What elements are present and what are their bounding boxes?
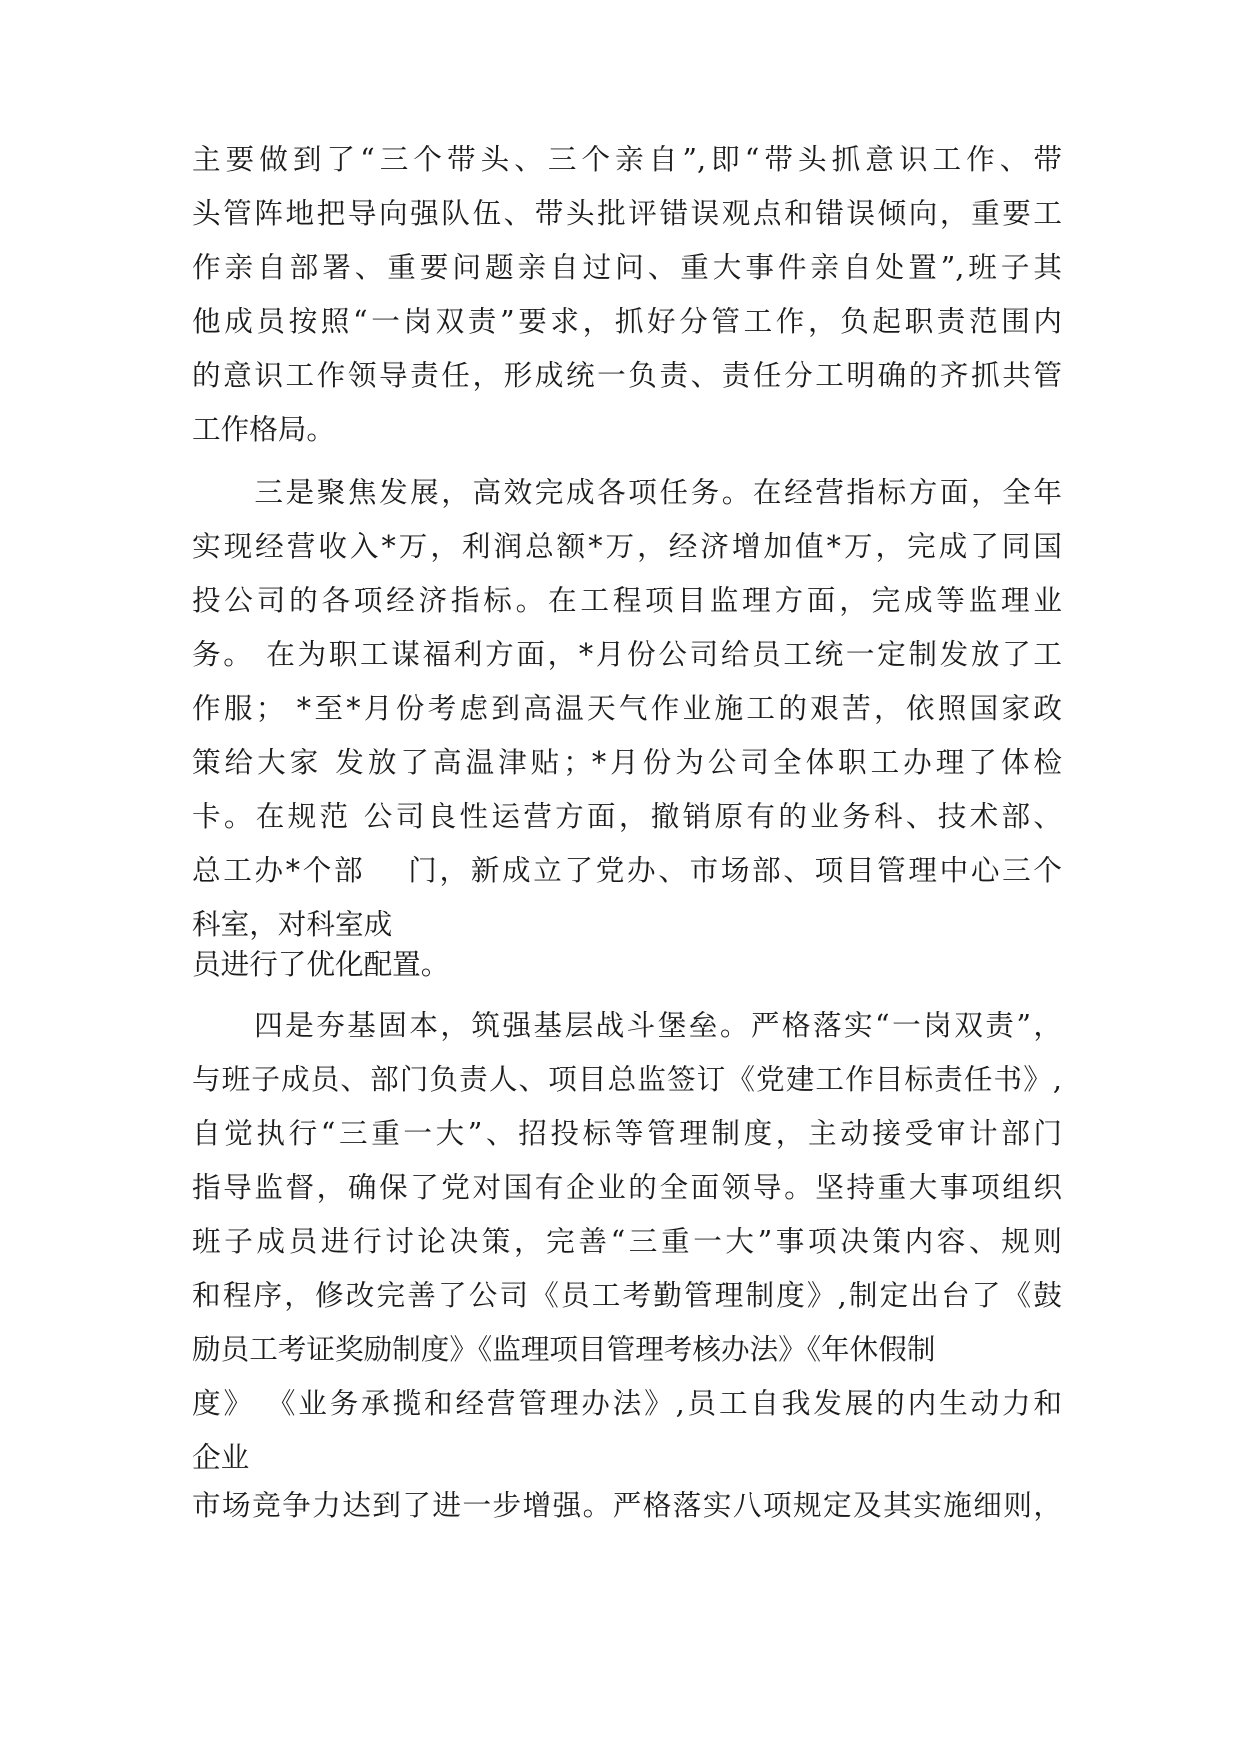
paragraph-2-line-1: 三是聚焦发展，高效完成各项任务。在经营指标方面，全年 bbox=[192, 475, 1062, 509]
paragraph-1-line-5: 的意识工作领导责任，形成统一负责、责任分工明确的齐抓共管 bbox=[192, 358, 1062, 392]
paragraph-2-line-10: 员进行了优化配置。 bbox=[192, 947, 450, 981]
paragraph-1-line-6: 工作格局。 bbox=[192, 412, 335, 446]
paragraph-2-line-8: 总工办*个部 门，新成立了党办、市场部、项目管理中心三个 bbox=[192, 853, 1062, 887]
paragraph-3-line-6: 和程序，修改完善了公司《员工考勤管理制度》,制定出台了《鼓 bbox=[192, 1278, 1062, 1312]
paragraph-3-line-4: 指导监督，确保了党对国有企业的全面领导。坚持重大事项组织 bbox=[192, 1170, 1062, 1204]
paragraph-3-line-5: 班子成员进行讨论决策，完善“三重一大”事项决策内容、规则 bbox=[192, 1224, 1062, 1258]
paragraph-2-line-9: 科室，对科室成 bbox=[192, 907, 393, 941]
paragraph-1-line-1: 主要做到了“三个带头、三个亲自”,即“带头抓意识工作、带 bbox=[192, 142, 1062, 176]
paragraph-1-line-4: 他成员按照“一岗双责”要求，抓好分管工作，负起职责范围内 bbox=[192, 304, 1062, 338]
paragraph-1-line-3: 作亲自部署、重要问题亲自过问、重大事件亲自处置”,班子其 bbox=[192, 250, 1062, 284]
paragraph-2-line-6: 策给大家 发放了高温津贴；*月份为公司全体职工办理了体检 bbox=[192, 745, 1062, 779]
paragraph-2-line-5: 作服； *至*月份考虑到高温天气作业施工的艰苦，依照国家政 bbox=[192, 691, 1062, 725]
paragraph-2-line-2: 实现经营收入*万，利润总额*万，经济增加值*万，完成了同国 bbox=[192, 529, 1062, 563]
paragraph-2-line-3: 投公司的各项经济指标。在工程项目监理方面，完成等监理业 bbox=[192, 583, 1062, 617]
paragraph-3-line-2: 与班子成员、部门负责人、项目总监签订《党建工作目标责任书》, bbox=[192, 1062, 1062, 1096]
paragraph-3-line-7: 励员工考证奖励制度》《监理项目管理考核办法》《年休假制 bbox=[192, 1332, 936, 1366]
paragraph-3-line-1: 四是夯基固本，筑强基层战斗堡垒。严格落实“一岗双责”， bbox=[192, 1008, 1062, 1042]
paragraph-1-line-2: 头管阵地把导向强队伍、带头批评错误观点和错误倾向，重要工 bbox=[192, 196, 1062, 230]
paragraph-3-line-3: 自觉执行“三重一大”、招投标等管理制度，主动接受审计部门 bbox=[192, 1116, 1062, 1150]
paragraph-3-line-9: 企业 bbox=[192, 1440, 250, 1474]
paragraph-3-line-8: 度》 《业务承揽和经营管理办法》,员工自我发展的内生动力和 bbox=[192, 1386, 1062, 1420]
paragraph-3-line-10: 市场竞争力达到了进一步增强。严格落实八项规定及其实施细则， bbox=[192, 1488, 1062, 1522]
paragraph-2-line-4: 务。 在为职工谋福利方面，*月份公司给员工统一定制发放了工 bbox=[192, 637, 1062, 671]
paragraph-2-line-7: 卡。在规范 公司良性运营方面，撤销原有的业务科、技术部、 bbox=[192, 799, 1062, 833]
